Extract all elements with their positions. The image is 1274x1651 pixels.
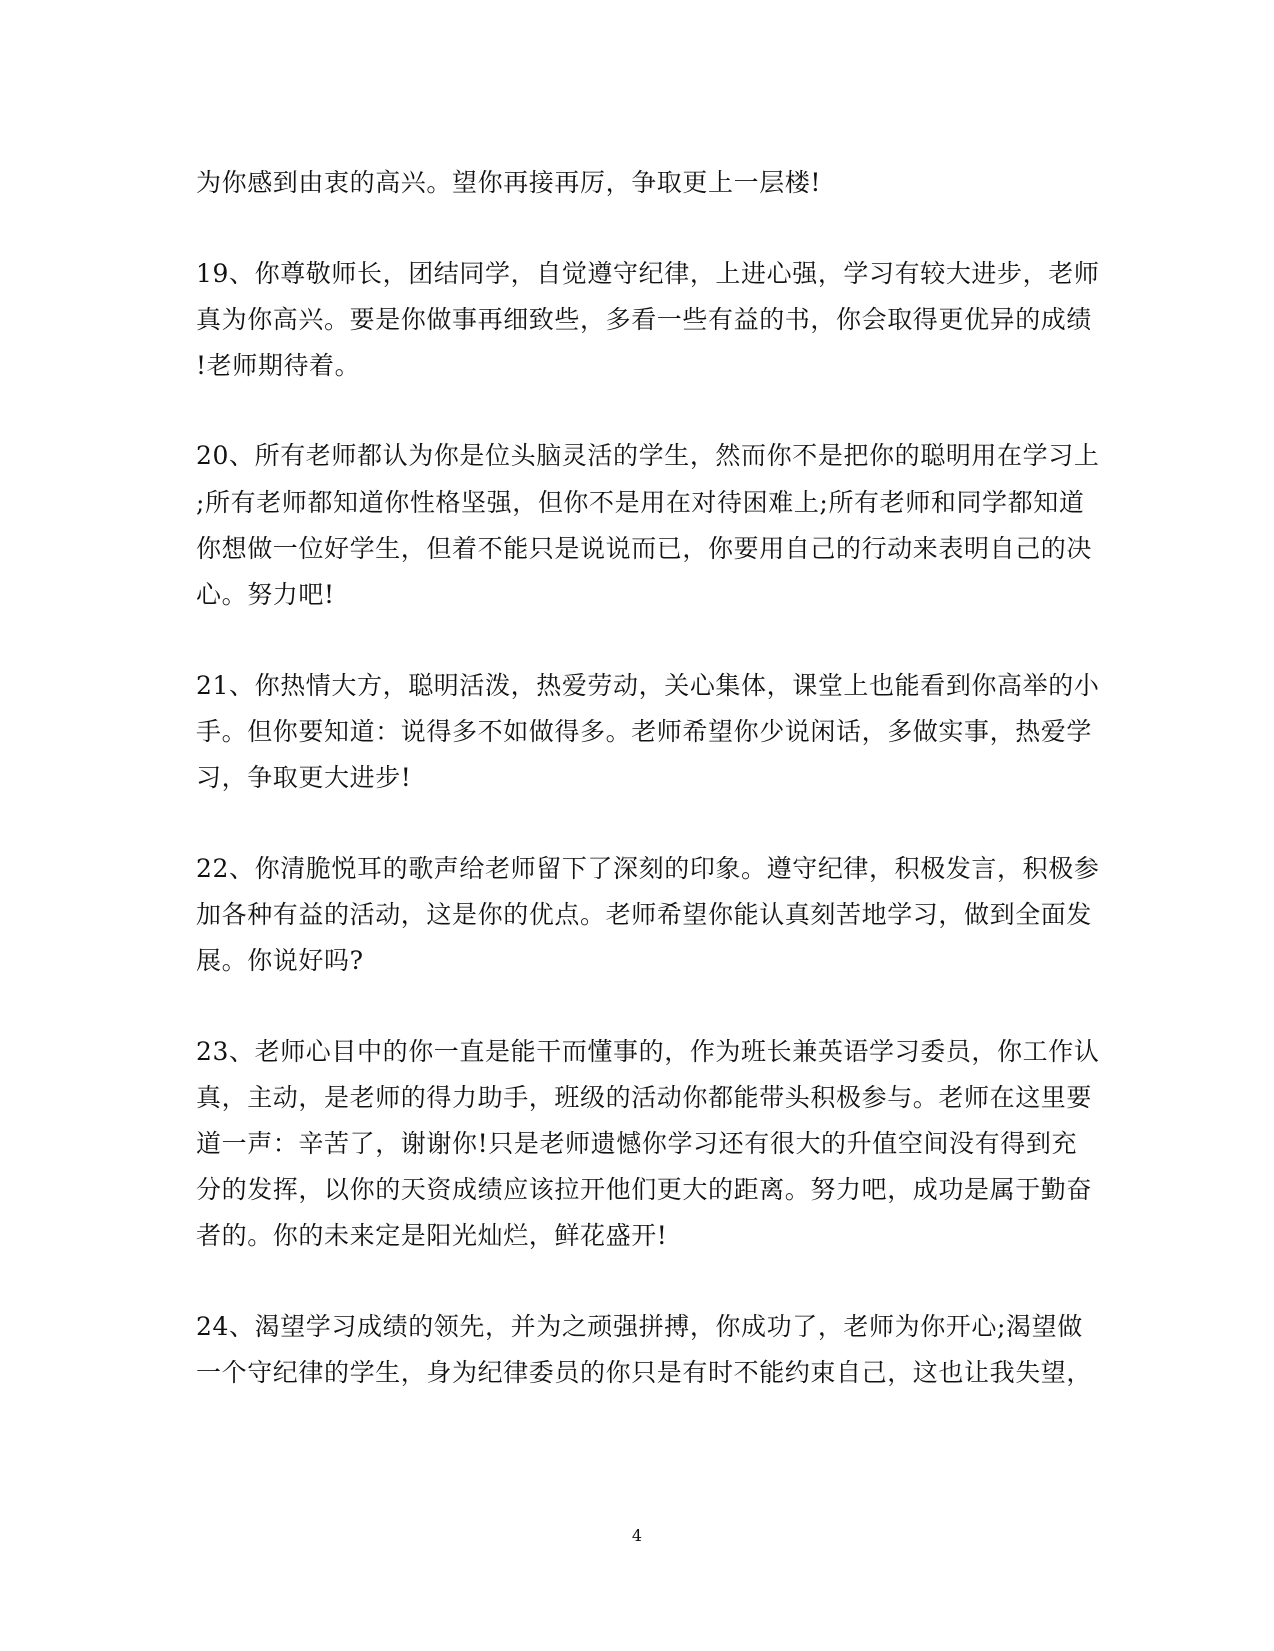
paragraph-line: 加各种有益的活动，这是你的优点。老师希望你能认真刻苦地学习，做到全面发: [196, 900, 1093, 929]
paragraph-line: 真为你高兴。要是你做事再细致些，多看一些有益的书，你会取得更优异的成绩: [196, 305, 1093, 334]
page-number: 4: [631, 1526, 643, 1545]
paragraph-line: 23、老师心目中的你一直是能干而懂事的，作为班长兼英语学习委员，你工作认: [196, 1037, 1100, 1066]
paragraph-line: 道一声：辛苦了，谢谢你!只是老师遗憾你学习还有很大的升值空间没有得到充: [196, 1129, 1078, 1158]
paragraph-line: 分的发挥，以你的天资成绩应该拉开他们更大的距离。努力吧，成功是属于勤奋: [196, 1175, 1093, 1204]
paragraph-line: !老师期待着。: [196, 351, 361, 380]
paragraph-line: 24、渴望学习成绩的领先，并为之顽强拼搏，你成功了，老师为你开心;渴望做: [196, 1312, 1083, 1341]
paragraph-line: 19、你尊敬师长，团结同学，自觉遵守纪律，上进心强，学习有较大进步，老师: [196, 259, 1100, 288]
paragraph-line: ;所有老师都知道你性格坚强，但你不是用在对待困难上;所有老师和同学都知道: [196, 488, 1085, 517]
paragraph-line: 一个守纪律的学生，身为纪律委员的你只是有时不能约束自己，这也让我失望，: [196, 1358, 1093, 1387]
paragraph-line: 展。你说好吗?: [196, 946, 364, 975]
paragraph-line: 心。努力吧!: [196, 580, 335, 609]
paragraph-line: 习，争取更大进步!: [196, 763, 412, 792]
paragraph-line: 者的。你的未来定是阳光灿烂，鲜花盛开!: [196, 1221, 668, 1250]
paragraph-line: 20、所有老师都认为你是位头脑灵活的学生，然而你不是把你的聪明用在学习上: [196, 441, 1100, 470]
paragraph-line: 21、你热情大方，聪明活泼，热爱劳动，关心集体，课堂上也能看到你高举的小: [196, 671, 1100, 700]
paragraph-line: 手。但你要知道：说得多不如做得多。老师希望你少说闲话，多做实事，热爱学: [196, 717, 1093, 746]
paragraph-line: 真，主动，是老师的得力助手，班级的活动你都能带头积极参与。老师在这里要: [196, 1083, 1093, 1112]
paragraph-line: 你想做一位好学生，但着不能只是说说而已，你要用自己的行动来表明自己的决: [196, 534, 1093, 563]
paragraph-line: 22、你清脆悦耳的歌声给老师留下了深刻的印象。遵守纪律，积极发言，积极参: [196, 854, 1100, 883]
paragraph-line: 为你感到由衷的高兴。望你再接再厉，争取更上一层楼!: [196, 168, 822, 197]
